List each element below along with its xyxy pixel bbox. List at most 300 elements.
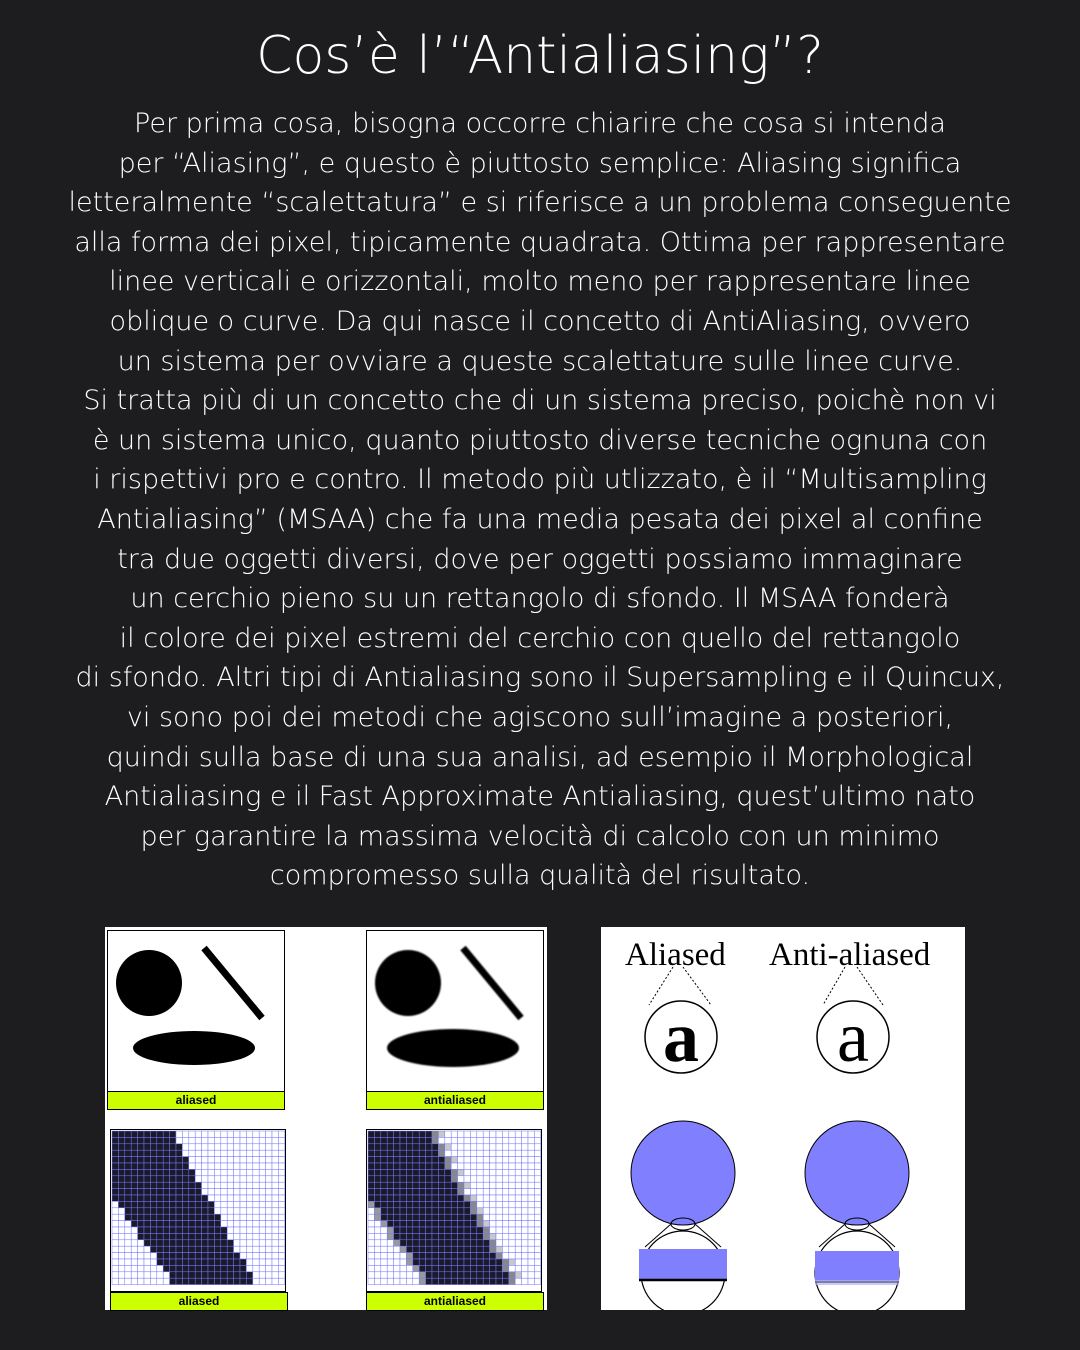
pixel-cell — [214, 1278, 220, 1284]
pixel-cell — [374, 1214, 380, 1220]
pixel-cell — [278, 1201, 284, 1207]
pixel-cell — [470, 1201, 476, 1207]
pixel-cell — [246, 1131, 252, 1137]
pixel-cell — [202, 1176, 208, 1182]
pixel-cell — [502, 1137, 508, 1143]
pixel-cell — [112, 1227, 118, 1233]
pixel-cell — [278, 1221, 284, 1227]
pixel-cell — [170, 1240, 176, 1246]
pixel-cell — [221, 1227, 227, 1233]
pixel-cell — [240, 1233, 246, 1239]
pixel-cell — [272, 1259, 278, 1265]
pixel-cell — [157, 1195, 163, 1201]
pixel-cell — [368, 1189, 374, 1195]
pixel-cell — [253, 1246, 259, 1252]
pixel-cell — [490, 1195, 496, 1201]
pixel-cell — [138, 1227, 144, 1233]
pixel-cell — [189, 1272, 195, 1278]
pixel-cell — [490, 1157, 496, 1163]
pixel-cell — [509, 1278, 515, 1284]
pixel-cell — [157, 1259, 163, 1265]
pixel-cell — [176, 1163, 182, 1169]
pixel-cell — [266, 1150, 272, 1156]
pixel-cell — [496, 1163, 502, 1169]
pixel-cell — [176, 1176, 182, 1182]
pixel-cell — [227, 1201, 233, 1207]
pixel-cell — [118, 1169, 124, 1175]
pixel-cell — [400, 1195, 406, 1201]
pixel-cell — [278, 1265, 284, 1271]
pixel-cell — [150, 1272, 156, 1278]
pixel-cell — [118, 1144, 124, 1150]
pixel-cell — [221, 1144, 227, 1150]
pixel-cell — [445, 1233, 451, 1239]
pixel-cell — [368, 1272, 374, 1278]
pixel-cell — [483, 1246, 489, 1252]
pixel-cell — [381, 1144, 387, 1150]
pixel-cell — [131, 1233, 137, 1239]
pixel-cell — [496, 1214, 502, 1220]
pixel-cell — [445, 1131, 451, 1137]
pixel-cell — [163, 1246, 169, 1252]
pixel-cell — [470, 1208, 476, 1214]
pixel-cell — [477, 1278, 483, 1284]
pixel-cell — [502, 1163, 508, 1169]
page-title: Cos’è l’“Antialiasing”? — [256, 26, 824, 86]
pixel-cell — [528, 1227, 534, 1233]
pixel-cell — [227, 1169, 233, 1175]
pixel-cell — [509, 1265, 515, 1271]
pixel-cell — [202, 1163, 208, 1169]
pixel-cell — [266, 1144, 272, 1150]
pixel-cell — [214, 1221, 220, 1227]
pixel-cell — [253, 1227, 259, 1233]
pixel-cell — [118, 1278, 124, 1284]
pixel-cell — [534, 1253, 540, 1259]
pixel-cell — [400, 1176, 406, 1182]
pixel-cell — [483, 1150, 489, 1156]
pixel-cell — [131, 1157, 137, 1163]
aliased-grid-tag: aliased — [110, 1292, 288, 1311]
pixel-cell — [208, 1150, 214, 1156]
pixel-cell — [387, 1131, 393, 1137]
pixel-cell — [458, 1259, 464, 1265]
pixel-cell — [253, 1201, 259, 1207]
pixel-cell — [240, 1182, 246, 1188]
pixel-cell — [419, 1246, 425, 1252]
pixel-cell — [374, 1144, 380, 1150]
pixel-cell — [509, 1227, 515, 1233]
pixel-cell — [189, 1157, 195, 1163]
pixel-cell — [515, 1163, 521, 1169]
pixel-cell — [118, 1163, 124, 1169]
pixel-cell — [528, 1233, 534, 1239]
pixel-cell — [163, 1169, 169, 1175]
pixel-cell — [483, 1265, 489, 1271]
pixel-cell — [438, 1201, 444, 1207]
pixel-cell — [253, 1144, 259, 1150]
pixel-cell — [208, 1214, 214, 1220]
pixel-cell — [272, 1150, 278, 1156]
pixel-cell — [266, 1201, 272, 1207]
pixel-cell — [374, 1259, 380, 1265]
pixel-cell — [112, 1240, 118, 1246]
pixel-cell — [163, 1233, 169, 1239]
pixel-cell — [150, 1240, 156, 1246]
pixel-cell — [464, 1169, 470, 1175]
pixel-cell — [490, 1214, 496, 1220]
pixel-cell — [426, 1195, 432, 1201]
pixel-cell — [195, 1240, 201, 1246]
pixel-cell — [528, 1144, 534, 1150]
pixel-cell — [406, 1137, 412, 1143]
pixel-cell — [246, 1253, 252, 1259]
pixel-cell — [272, 1201, 278, 1207]
pixel-cell — [150, 1253, 156, 1259]
pixel-cell — [240, 1157, 246, 1163]
pixel-cell — [182, 1221, 188, 1227]
pixel-cell — [400, 1137, 406, 1143]
pixel-cell — [138, 1272, 144, 1278]
pixel-cell — [170, 1182, 176, 1188]
pixel-cell — [490, 1208, 496, 1214]
pixel-cell — [394, 1259, 400, 1265]
pixel-cell — [144, 1246, 150, 1252]
pixel-cell — [445, 1157, 451, 1163]
pixel-cell — [490, 1278, 496, 1284]
pixel-cell — [150, 1201, 156, 1207]
pixel-cell — [534, 1233, 540, 1239]
pixel-cell — [138, 1195, 144, 1201]
pixel-cell — [381, 1176, 387, 1182]
pixel-cell — [387, 1221, 393, 1227]
pixel-cell — [374, 1253, 380, 1259]
pixel-cell — [195, 1189, 201, 1195]
aliased-shapes-image — [107, 930, 285, 1110]
pixel-cell — [432, 1227, 438, 1233]
pixel-cell — [413, 1137, 419, 1143]
pixel-cell — [451, 1131, 457, 1137]
pixel-cell — [502, 1150, 508, 1156]
pixel-cell — [496, 1144, 502, 1150]
pixel-cell — [445, 1150, 451, 1156]
pixel-cell — [470, 1144, 476, 1150]
antialiased-grid-tag: antialiased — [366, 1292, 544, 1311]
pixel-cell — [259, 1233, 265, 1239]
pixel-cell — [253, 1214, 259, 1220]
pixel-cell — [138, 1131, 144, 1137]
pixel-cell — [278, 1214, 284, 1220]
pixel-cell — [483, 1278, 489, 1284]
pixel-cell — [419, 1176, 425, 1182]
pixel-cell — [170, 1265, 176, 1271]
pixel-cell — [381, 1265, 387, 1271]
pixel-cell — [118, 1208, 124, 1214]
pixel-cell — [227, 1137, 233, 1143]
pixel-cell — [509, 1253, 515, 1259]
pixel-cell — [477, 1221, 483, 1227]
pixel-cell — [246, 1233, 252, 1239]
pixel-cell — [483, 1208, 489, 1214]
pixel-cell — [246, 1169, 252, 1175]
pixel-cell — [278, 1246, 284, 1252]
pixel-cell — [515, 1150, 521, 1156]
pixel-cell — [477, 1131, 483, 1137]
pixel-cell — [170, 1163, 176, 1169]
pixel-cell — [144, 1253, 150, 1259]
pixel-cell — [502, 1189, 508, 1195]
pixel-cell — [438, 1163, 444, 1169]
pixel-cell — [515, 1272, 521, 1278]
pixel-cell — [170, 1253, 176, 1259]
pixel-cell — [419, 1214, 425, 1220]
pixel-cell — [458, 1233, 464, 1239]
pixel-cell — [458, 1131, 464, 1137]
pixel-cell — [426, 1278, 432, 1284]
pixel-cell — [176, 1182, 182, 1188]
pixel-cell — [240, 1221, 246, 1227]
pixel-cell — [451, 1137, 457, 1143]
pixel-cell — [227, 1189, 233, 1195]
pixel-cell — [458, 1176, 464, 1182]
pixel-cell — [451, 1189, 457, 1195]
pixel-cell — [374, 1195, 380, 1201]
pixel-cell — [163, 1163, 169, 1169]
pixel-cell — [509, 1201, 515, 1207]
pixel-cell — [419, 1189, 425, 1195]
pixel-cell — [240, 1259, 246, 1265]
pixel-cell — [400, 1253, 406, 1259]
pixel-cell — [387, 1214, 393, 1220]
pixel-cell — [502, 1253, 508, 1259]
pixel-cell — [208, 1157, 214, 1163]
pixel-cell — [445, 1214, 451, 1220]
pixel-cell — [189, 1144, 195, 1150]
pixel-cell — [406, 1150, 412, 1156]
pixel-cell — [240, 1265, 246, 1271]
pixel-cell — [131, 1278, 137, 1284]
pixel-cell — [253, 1233, 259, 1239]
pixel-cell — [208, 1265, 214, 1271]
pixel-cell — [125, 1176, 131, 1182]
pixel-cell — [170, 1227, 176, 1233]
pixel-cell — [413, 1176, 419, 1182]
pixel-cell — [509, 1157, 515, 1163]
pixel-cell — [445, 1189, 451, 1195]
pixel-cell — [182, 1278, 188, 1284]
pixel-cell — [227, 1144, 233, 1150]
pixel-cell — [138, 1240, 144, 1246]
pixel-cell — [272, 1233, 278, 1239]
pixel-cell — [387, 1163, 393, 1169]
pixel-cell — [189, 1163, 195, 1169]
pixel-cell — [259, 1144, 265, 1150]
pixel-cell — [483, 1137, 489, 1143]
pixel-cell — [221, 1259, 227, 1265]
pixel-cell — [125, 1265, 131, 1271]
pixel-cell — [470, 1227, 476, 1233]
pixel-cell — [381, 1208, 387, 1214]
pixel-cell — [451, 1163, 457, 1169]
pixel-cell — [374, 1182, 380, 1188]
pixel-cell — [394, 1157, 400, 1163]
pixel-cell — [464, 1233, 470, 1239]
pixel-cell — [214, 1131, 220, 1137]
pixel-cell — [374, 1278, 380, 1284]
pixel-cell — [202, 1233, 208, 1239]
pixel-cell — [426, 1182, 432, 1188]
pixel-cell — [202, 1221, 208, 1227]
pixel-cell — [387, 1278, 393, 1284]
aliased-grid-cell — [110, 1129, 288, 1311]
pixel-cell — [278, 1169, 284, 1175]
pixel-cell — [259, 1169, 265, 1175]
pixel-cell — [419, 1265, 425, 1271]
pixel-cell — [144, 1163, 150, 1169]
pixel-cell — [125, 1253, 131, 1259]
pixel-cell — [157, 1278, 163, 1284]
pixel-cell — [432, 1259, 438, 1265]
pixel-cell — [163, 1278, 169, 1284]
pixel-cell — [483, 1201, 489, 1207]
pixel-cell — [496, 1208, 502, 1214]
pixel-cell — [118, 1221, 124, 1227]
pixel-cell — [515, 1208, 521, 1214]
pixel-cell — [483, 1169, 489, 1175]
pixel-cell — [125, 1195, 131, 1201]
pixel-cell — [208, 1221, 214, 1227]
pixel-cell — [253, 1157, 259, 1163]
pixel-cell — [195, 1150, 201, 1156]
pixel-cell — [246, 1182, 252, 1188]
pixel-cell — [266, 1240, 272, 1246]
aliased-glyph: a — [663, 997, 699, 1077]
pixel-cell — [368, 1176, 374, 1182]
pixel-cell — [266, 1195, 272, 1201]
pixel-cell — [374, 1227, 380, 1233]
pixel-cell — [208, 1227, 214, 1233]
body-paragraph: Per prima cosa, bisogna occorre chiarire che cosa si intenda per “Aliasing”, e questo è piuttosto semplice: Aliasing significa letteralmente “scalettatura” e si riferisce a un problema conseguente alla forma dei pixel, tipicamente quadrata. Ottima per rappresentare linee verticali e orizzontali, molto meno per rappresentare linee oblique o curve. Da qui nasce il concetto di AntiAliasing, ovvero un sistema per ovviare a queste scalettature sulle linee curve. Si tratta più di un concetto che di un sistema preciso, poichè non vi è un sistema unico, quanto piuttosto diverse tecniche ognuna con i rispettivi pro e contro. Il metodo più utlizzato, è il “Multisampling Antialiasing” (MSAA) che fa una media pesata dei pixel al confine tra due oggetti diversi, dove per oggetti possiamo immaginare un cerchio pieno su un rettangolo di sfondo. Il MSAA fonderà il colore dei pixel estremi del cerchio con quello del rettangolo di sfondo. Altri tipi di Antialiasing sono il Supersampling e il Quincux, vi sono poi dei metodi che agiscono sull’imagine a posteriori, quindi sulla base di una sua analisi, ad esempio il Morphological Antialiasing e il Fast Approximate Antialiasing, quest’ultimo nato per garantire la massima velocità di calcolo con un minimo compromesso sulla qualità del risultato. — [68, 108, 1012, 892]
pixel-cell — [144, 1272, 150, 1278]
pixel-cell — [214, 1150, 220, 1156]
pixel-cell — [381, 1169, 387, 1175]
pixel-cell — [381, 1157, 387, 1163]
pixel-cell — [406, 1214, 412, 1220]
pixel-cell — [221, 1233, 227, 1239]
pixel-cell — [496, 1195, 502, 1201]
pixel-cell — [170, 1195, 176, 1201]
pixel-cell — [189, 1221, 195, 1227]
pixel-cell — [496, 1278, 502, 1284]
pixel-cell — [432, 1163, 438, 1169]
pixel-cell — [176, 1131, 182, 1137]
pixel-cell — [144, 1150, 150, 1156]
pixel-cell — [477, 1253, 483, 1259]
pixel-cell — [522, 1163, 528, 1169]
pixel-cell — [259, 1195, 265, 1201]
pixel-cell — [451, 1278, 457, 1284]
pixel-cell — [170, 1208, 176, 1214]
pixel-cell — [278, 1182, 284, 1188]
pixel-cell — [426, 1208, 432, 1214]
pixel-cell — [368, 1221, 374, 1227]
pixel-cell — [381, 1259, 387, 1265]
pixel-cell — [234, 1278, 240, 1284]
pixel-cell — [394, 1169, 400, 1175]
pixel-cell — [234, 1137, 240, 1143]
pixel-cell — [470, 1221, 476, 1227]
pixel-cell — [438, 1208, 444, 1214]
pixel-cell — [534, 1137, 540, 1143]
pixel-cell — [202, 1278, 208, 1284]
aliased-blue-circle — [631, 1121, 735, 1225]
pixel-cell — [278, 1272, 284, 1278]
pixel-cell — [272, 1208, 278, 1214]
pixel-cell — [451, 1157, 457, 1163]
pixel-cell — [272, 1195, 278, 1201]
pixel-cell — [368, 1278, 374, 1284]
pixel-cell — [426, 1221, 432, 1227]
pixel-cell — [138, 1144, 144, 1150]
pixel-cell — [438, 1157, 444, 1163]
pixel-cell — [438, 1259, 444, 1265]
pixel-cell — [496, 1259, 502, 1265]
pixel-cell — [528, 1272, 534, 1278]
pixel-cell — [400, 1246, 406, 1252]
pixel-cell — [272, 1176, 278, 1182]
pixel-cell — [490, 1246, 496, 1252]
pixel-cell — [272, 1131, 278, 1137]
pixel-cell — [483, 1233, 489, 1239]
pixel-cell — [240, 1208, 246, 1214]
pixel-cell — [394, 1278, 400, 1284]
pixel-cell — [413, 1253, 419, 1259]
pixel-cell — [413, 1272, 419, 1278]
pixel-cell — [157, 1208, 163, 1214]
pixel-cell — [259, 1214, 265, 1220]
pixel-cell — [406, 1131, 412, 1137]
pixel-cell — [509, 1144, 515, 1150]
pixel-cell — [163, 1201, 169, 1207]
pixel-cell — [502, 1201, 508, 1207]
pixel-cell — [214, 1265, 220, 1271]
pixel-cell — [470, 1253, 476, 1259]
pixel-cell — [208, 1189, 214, 1195]
pixel-cell — [182, 1131, 188, 1137]
pixel-cell — [534, 1221, 540, 1227]
pixel-cell — [374, 1201, 380, 1207]
pixel-cell — [374, 1150, 380, 1156]
pixel-cell — [515, 1227, 521, 1233]
pixel-cell — [502, 1157, 508, 1163]
pixel-cell — [266, 1253, 272, 1259]
pixel-cell — [534, 1169, 540, 1175]
pixel-cell — [253, 1150, 259, 1156]
pixel-cell — [272, 1253, 278, 1259]
pixel-cell — [394, 1214, 400, 1220]
pixel-cell — [176, 1221, 182, 1227]
pixel-cell — [381, 1227, 387, 1233]
pixel-cell — [522, 1137, 528, 1143]
pixel-cell — [208, 1131, 214, 1137]
ellipse-shape — [387, 1029, 519, 1067]
pixel-cell — [451, 1221, 457, 1227]
pixel-cell — [394, 1131, 400, 1137]
pixel-cell — [502, 1182, 508, 1188]
pixel-cell — [144, 1131, 150, 1137]
pixel-cell — [502, 1240, 508, 1246]
pixel-cell — [528, 1246, 534, 1252]
